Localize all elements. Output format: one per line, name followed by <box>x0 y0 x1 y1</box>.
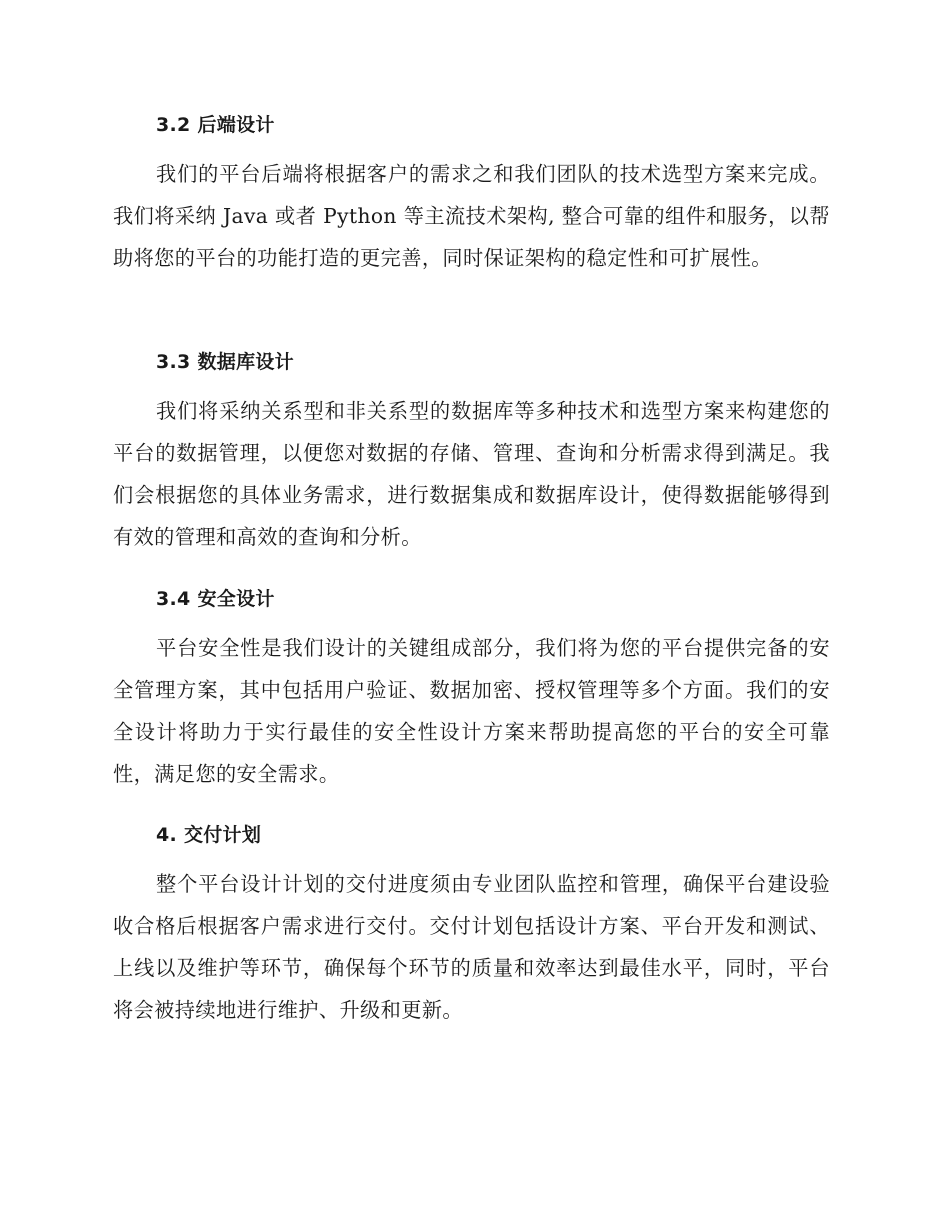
section-paragraph: 我们的平台后端将根据客户的需求之和我们团队的技术选型方案来完成。 我们将采纳 Java 或者 Python 等主流技术架构, 整合可靠的组件和服务，以帮助将您的平台的功能打造的更完善，同时保证架构的稳定性和可扩展性。 <box>113 162 830 270</box>
section-heading: 3.4 安全设计 <box>156 588 275 610</box>
section-heading: 4. 交付计划 <box>156 824 262 846</box>
section-backend-design <box>113 111 830 279</box>
section-paragraph: 我们将采纳关系型和非关系型的数据库等多种技术和选型方案来构建您的平台的数据管理，以便您对数据的存储、管理、查询和分析需求得到满足。我们会根据您的具体业务需求，进行数据集成和数据库设计，使得数据能够得到有效的管理和高效的查询和分析。 <box>113 399 830 549</box>
section-security-design <box>113 585 830 795</box>
section-heading: 3.2 后端设计 <box>156 114 275 136</box>
section-paragraph: 整个平台设计计划的交付进度须由专业团队监控和管理，确保平台建设验收合格后根据客户需求进行交付。交付计划包括设计方案、平台开发和测试、上线以及维护等环节，确保每个环节的质量和效率达到最佳水平，同时，平台将会被持续地进行维护、升级和更新。 <box>113 872 830 1022</box>
section-paragraph: 平台安全性是我们设计的关键组成部分，我们将为您的平台提供完备的安全管理方案，其中包括用户验证、数据加密、授权管理等多个方面。我们的安全设计将助力于实行最佳的安全性设计方案来帮助提高您的平台的安全可靠性，满足您的安全需求。 <box>113 636 830 786</box>
section-delivery-plan <box>113 821 830 1031</box>
section-database-design <box>113 348 830 558</box>
section-heading: 3.3 数据库设计 <box>156 351 294 373</box>
